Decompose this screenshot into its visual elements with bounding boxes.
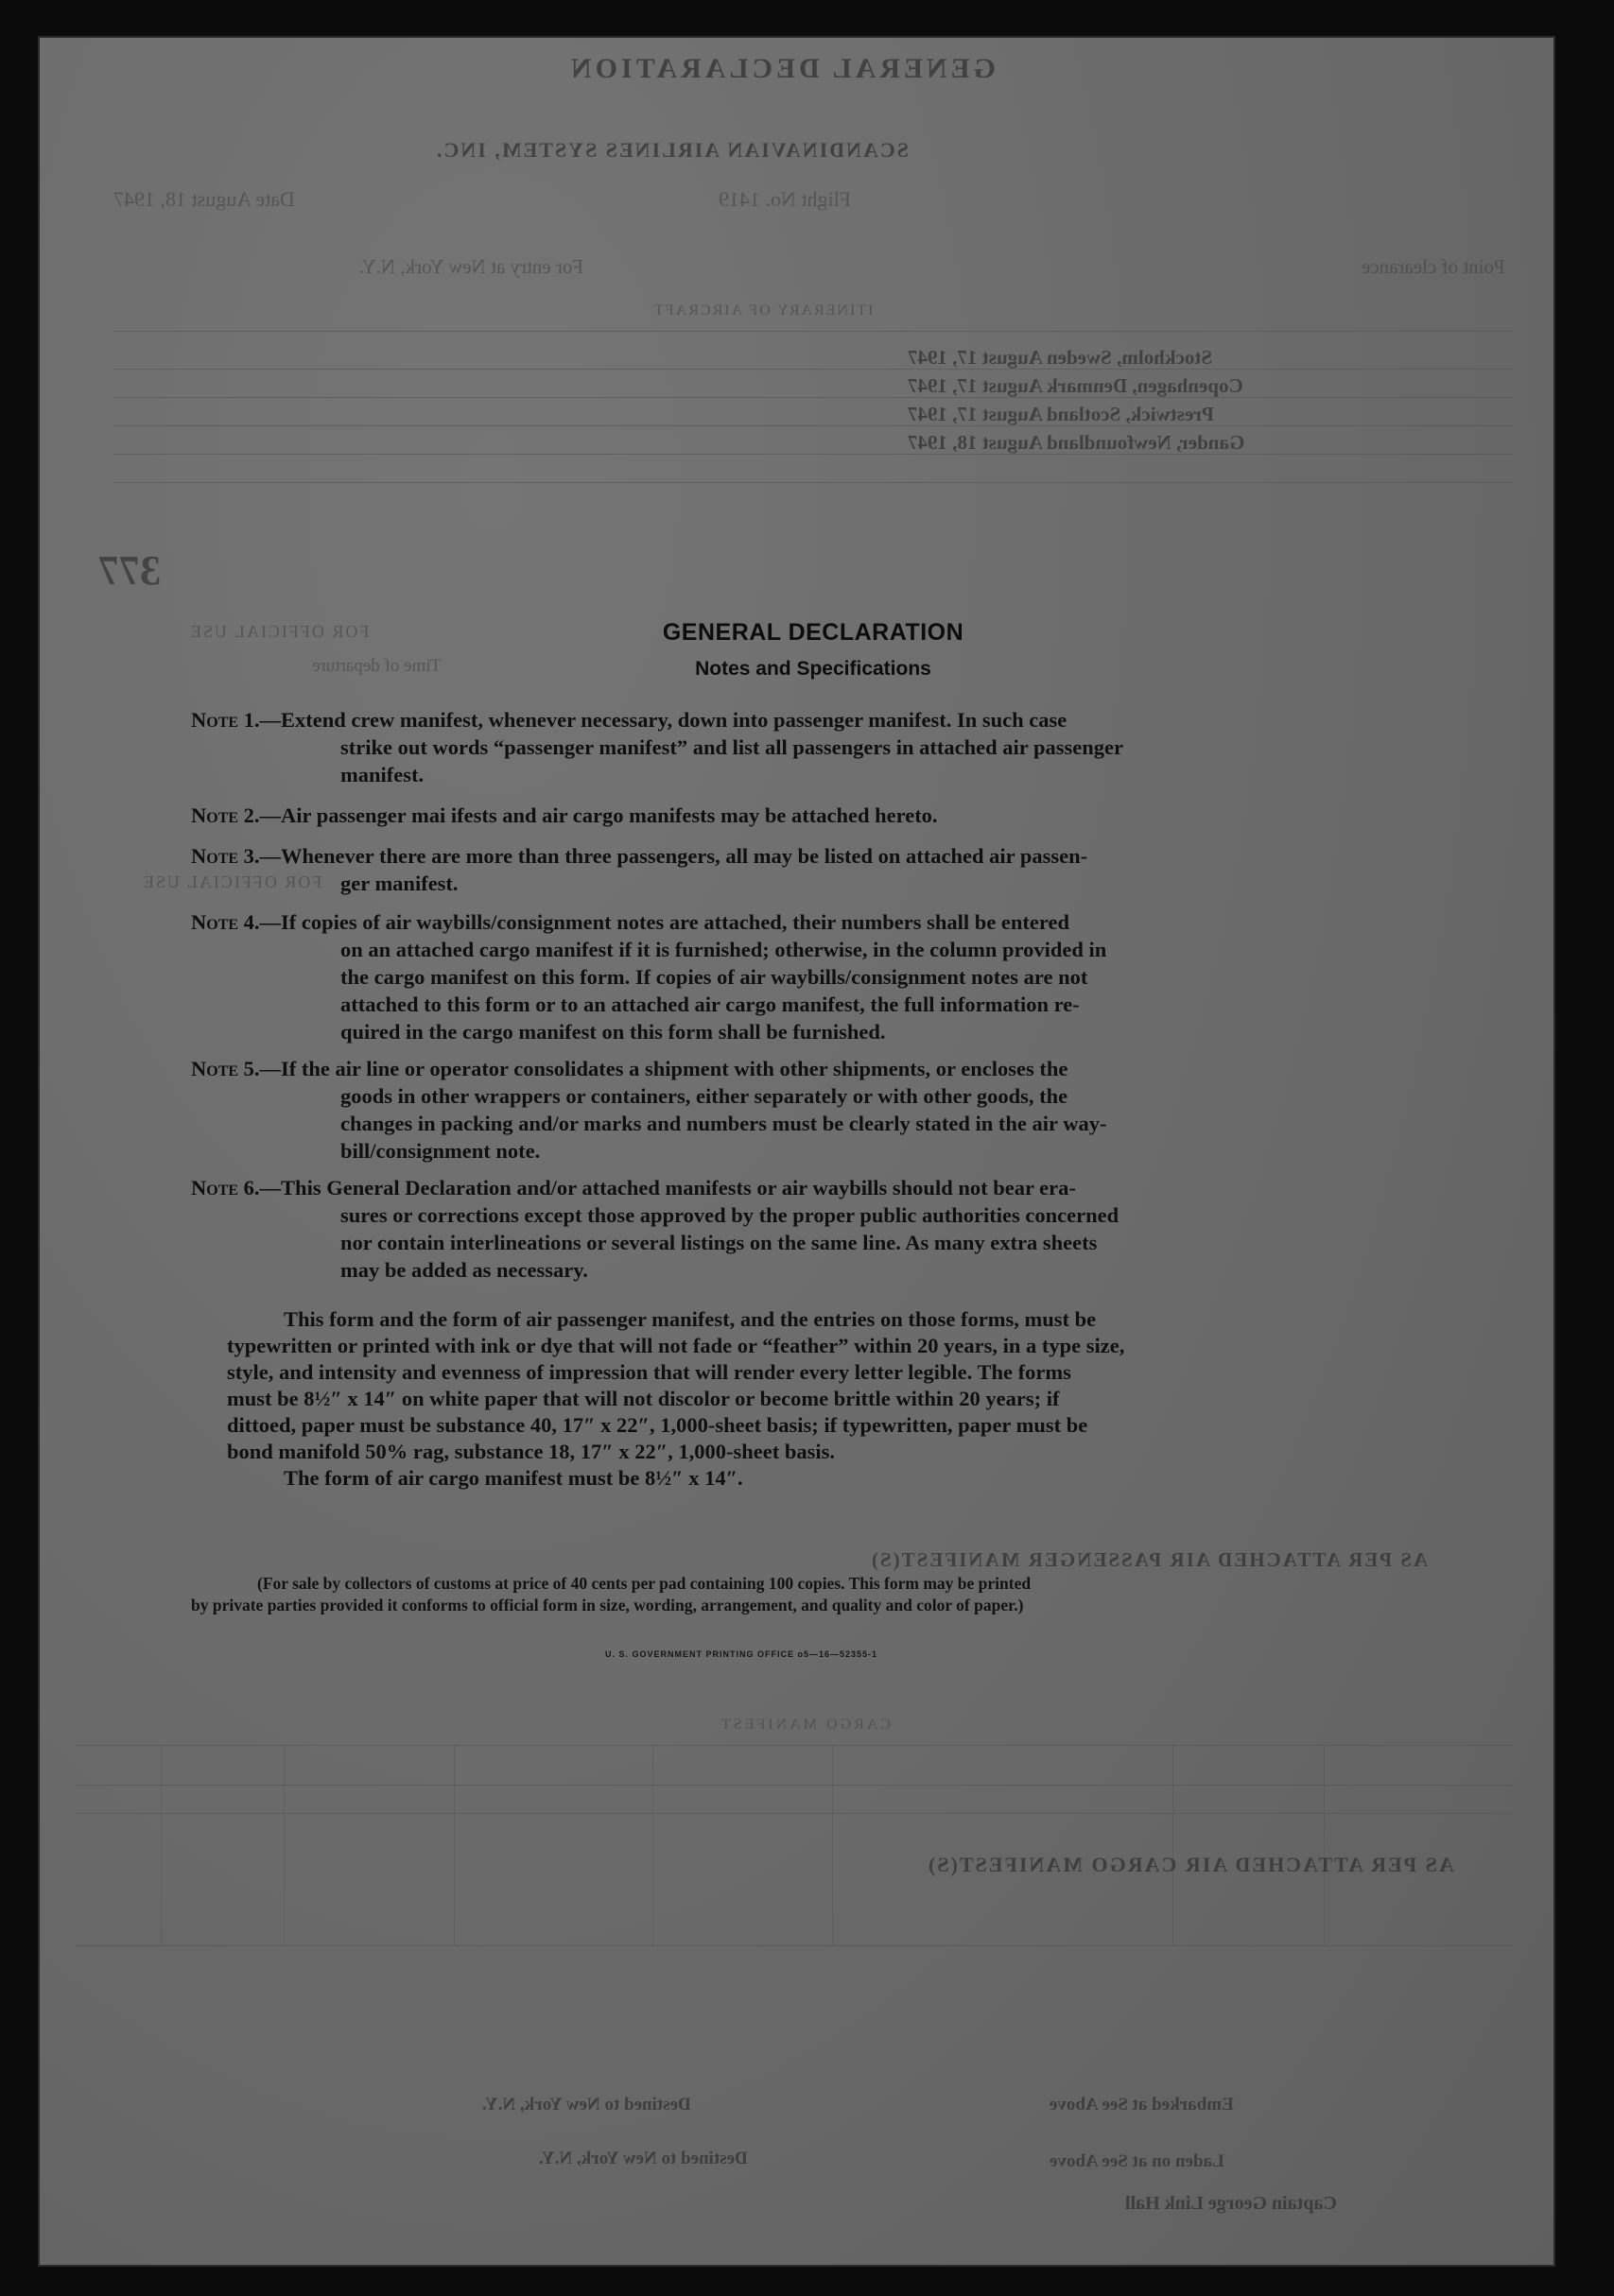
ghost-flight-no: Flight No. 1419 <box>719 187 851 211</box>
ghost-cargo-col <box>1324 1745 1325 1945</box>
ghost-departure-1: Stockholm, Sweden August 17, 1947 <box>908 346 1213 369</box>
note-line: sures or corrections except those approved by the proper public authorities concerned <box>340 1203 1119 1227</box>
note-label: Note 6. <box>191 1176 260 1200</box>
ghost-cargo-col <box>284 1745 285 1945</box>
spec-line: style, and intensity and evenness of impression that will render every letter legible. The forms <box>227 1360 1071 1384</box>
page-title: GENERAL DECLARATION <box>662 619 964 646</box>
ghost-laden: Laden on at See Above <box>1050 2151 1224 2171</box>
note-line: may be added as necessary. <box>340 1258 588 1282</box>
ghost-departure-2: Copenhagen, Denmark August 17, 1947 <box>908 374 1243 397</box>
ghost-itinerary: ITINERARY OF AIRCRAFT <box>652 302 874 319</box>
ghost-departure-3: Prestwick, Scotland August 17, 1947 <box>908 403 1214 425</box>
note-label: Note 4. <box>191 910 260 934</box>
ghost-header: GENERAL DECLARATION <box>567 53 997 84</box>
ghost-entry: For entry at New York, N.Y. <box>359 255 584 278</box>
spec-line: This form and the form of air passenger manifest, and the entries on those forms, must be <box>284 1307 1097 1331</box>
page-subtitle: Notes and Specifications <box>695 658 931 680</box>
note-1 <box>191 706 1411 788</box>
note-label: Note 5. <box>191 1057 260 1080</box>
note-line: nor contain interlineations or several listings on the same line. As many extra sheets <box>340 1231 1098 1254</box>
ghost-cargo-col <box>652 1745 653 1945</box>
note-line: bill/consignment note. <box>340 1139 541 1163</box>
note-line: the cargo manifest on this form. If copies of air waybills/consignment notes are not <box>340 965 1088 989</box>
note-line: on an attached cargo manifest if it is furnished; otherwise, in the column provided in <box>340 938 1107 961</box>
note-label: Note 2. <box>191 803 260 827</box>
note-line: quired in the cargo manifest on this form shall be furnished. <box>340 1020 886 1044</box>
note-4 <box>191 908 1411 1045</box>
ghost-cargo-stamp: AS PER ATTACHED AIR CARGO MANIFEST(S) <box>927 1853 1454 1876</box>
note-3 <box>191 842 1411 897</box>
ghost-captain: Captain George Link Hall <box>1125 2193 1337 2214</box>
note-line: —Air passenger mai ifests and air cargo manifests may be attached hereto. <box>259 803 938 827</box>
spec-line: The form of air cargo manifest must be 8½″ x 14″. <box>284 1466 743 1490</box>
note-line: goods in other wrappers or containers, either separately or with other goods, the <box>340 1084 1068 1108</box>
note-line: changes in packing and/or marks and numbers must be clearly stated in the air way- <box>340 1112 1107 1135</box>
note-line: —Extend crew manifest, whenever necessary, down into passenger manifest. In such case <box>259 708 1067 732</box>
ghost-official-use-1: FOR OFFICIAL USE <box>189 622 370 641</box>
sale-line: (For sale by collectors of customs at price of 40 cents per pad containing 100 copies. This form may be printed <box>257 1574 1032 1593</box>
ghost-pax-stamp: AS PER ATTACHED AIR PASSENGER MANIFEST(S) <box>870 1548 1429 1571</box>
sale-notice <box>191 1573 1415 1616</box>
ghost-official-use-2: FOR OFFICIAL USE <box>142 872 322 891</box>
note-line: attached to this form or to an attached air cargo manifest, the full information re- <box>340 993 1080 1016</box>
note-5 <box>191 1055 1411 1165</box>
spec-line: dittoed, paper must be substance 40, 17″ x 22″, 1,000-sheet basis; if typewritten, paper must be <box>227 1413 1088 1437</box>
ghost-departure-4: Gander, Newfoundland August 18, 1947 <box>908 431 1245 454</box>
form-specification <box>191 1306 1415 1492</box>
ghost-cargo-label: CARGO MANIFEST <box>719 1717 892 1733</box>
ghost-clearance: Point of clearance <box>1362 255 1505 278</box>
note-line: —If copies of air waybills/consignment notes are attached, their numbers shall be entered <box>259 910 1069 934</box>
note-line: —This General Declaration and/or attached manifests or air waybills should not bear era- <box>259 1176 1076 1200</box>
spec-line: typewritten or printed with ink or dye that will not fade or “feather” within 20 years, in a type size, <box>227 1334 1125 1357</box>
ghost-time-departure: Time of departure <box>312 656 442 676</box>
note-label: Note 3. <box>191 844 260 868</box>
ghost-cargo-col <box>1172 1745 1173 1945</box>
declaration-title-block <box>586 619 1040 681</box>
note-label: Note 1. <box>191 708 260 732</box>
note-line: ger manifest. <box>340 872 459 895</box>
note-6 <box>191 1174 1411 1284</box>
ghost-airline: SCANDINAVIAN AIRLINES SYSTEM, INC. <box>435 138 909 162</box>
note-line: strike out words “passenger manifest” and list all passengers in attached air passenger <box>340 735 1123 759</box>
note-line: —If the air line or operator consolidates a shipment with other shipments, or encloses the <box>259 1057 1068 1080</box>
ghost-embarked: Embarked at See Above <box>1050 2095 1234 2115</box>
ghost-cargo-col <box>161 1745 162 1945</box>
page-number: 377 <box>98 547 161 594</box>
ghost-date: Date August 18, 1947 <box>113 187 295 211</box>
ghost-cargo-col <box>832 1745 833 1945</box>
note-2 <box>191 802 1411 829</box>
printing-office-imprint: U. S. GOVERNMENT PRINTING OFFICE o5—16—52355-1 <box>605 1649 878 1659</box>
spec-line: must be 8½″ x 14″ on white paper that will not discolor or become brittle within 20 years; if <box>227 1387 1060 1410</box>
ghost-destined-2: Destined to New York, N.Y. <box>539 2149 748 2168</box>
ghost-cargo-col <box>454 1745 455 1945</box>
ghost-destined-1: Destined to New York, N.Y. <box>482 2095 691 2115</box>
spec-line: bond manifold 50% rag, substance 18, 17″ x 22″, 1,000-sheet basis. <box>227 1440 836 1463</box>
sale-line: by private parties provided it conforms to official form in size, wording, arrangement, and quality and color of paper.) <box>191 1596 1024 1614</box>
note-line: manifest. <box>340 763 425 786</box>
note-line: —Whenever there are more than three passengers, all may be listed on attached air passen- <box>259 844 1088 868</box>
